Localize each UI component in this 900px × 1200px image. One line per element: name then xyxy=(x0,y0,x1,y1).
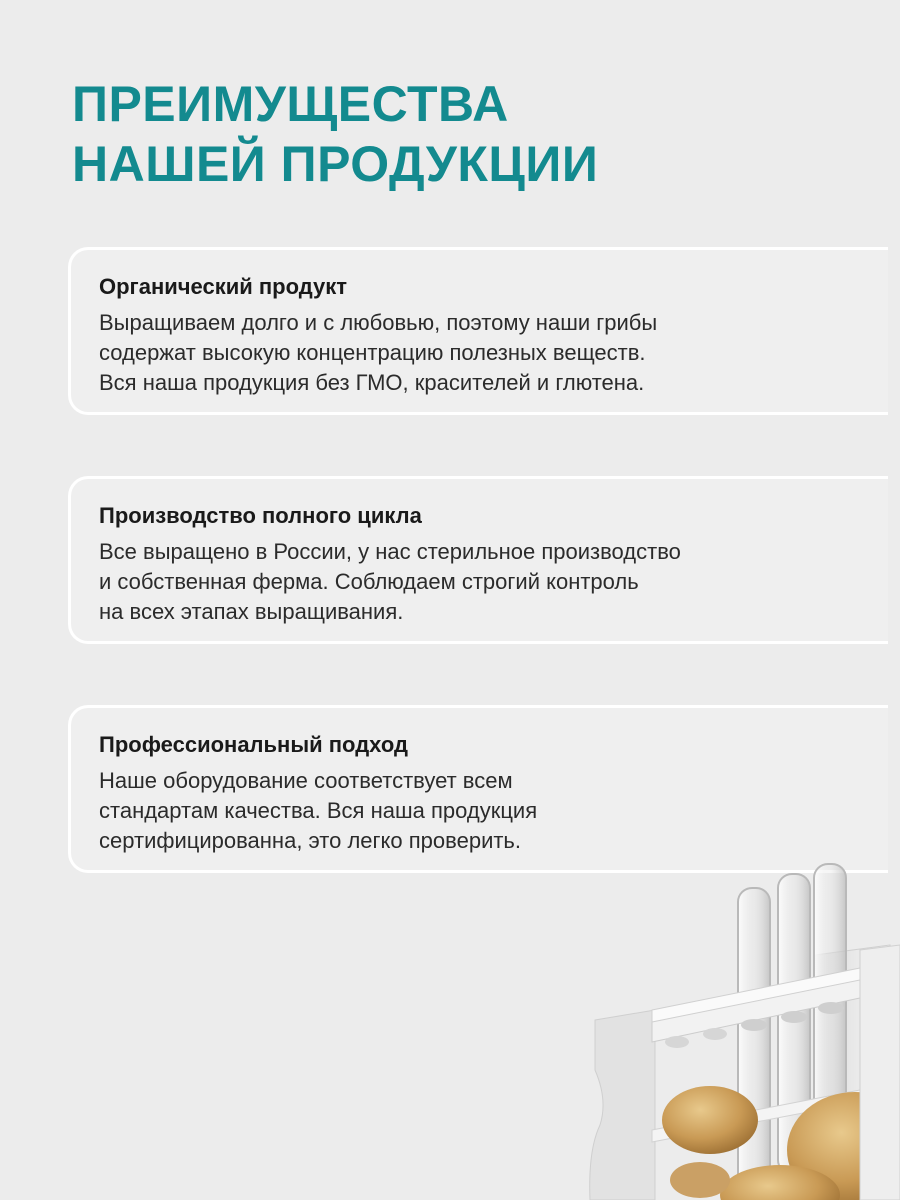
benefit-description xyxy=(99,537,860,627)
benefit-description-line: и собственная ферма. Соблюдаем строгий контроль xyxy=(99,569,639,594)
benefit-description-line: сертифицированна, это легко проверить. xyxy=(99,828,522,853)
benefit-title: Профессиональный подход xyxy=(99,732,408,757)
benefit-description-line: на всех этапах выращивания. xyxy=(99,599,404,624)
page-title-line-2: НАШЕЙ ПРОДУКЦИИ xyxy=(72,136,599,192)
benefit-title: Органический продукт xyxy=(99,274,348,299)
benefit-description-line: стандартам качества. Вся наша продукция xyxy=(99,798,538,823)
test-tube-rack-icon xyxy=(560,850,900,1200)
benefit-description-line: Выращиваем долго и с любовью, поэтому наши грибы xyxy=(99,310,658,335)
benefit-card-full-cycle xyxy=(68,476,888,644)
page-title xyxy=(72,74,598,194)
benefit-description-line: Все выращено в России, у нас стерильное производство xyxy=(99,539,681,564)
page-title-line-1: ПРЕИМУЩЕСТВА xyxy=(72,76,509,132)
benefit-card-professional xyxy=(68,705,888,873)
benefit-description-line: содержат высокую концентрацию полезных веществ. xyxy=(99,340,646,365)
benefit-description xyxy=(99,766,860,856)
benefit-description-line: Наше оборудование соответствует всем xyxy=(99,768,513,793)
benefit-description-line: Вся наша продукция без ГМО, красителей и глютена. xyxy=(99,370,645,395)
benefit-description xyxy=(99,308,860,398)
benefit-card-organic xyxy=(68,247,888,415)
benefit-title: Производство полного цикла xyxy=(99,503,422,528)
